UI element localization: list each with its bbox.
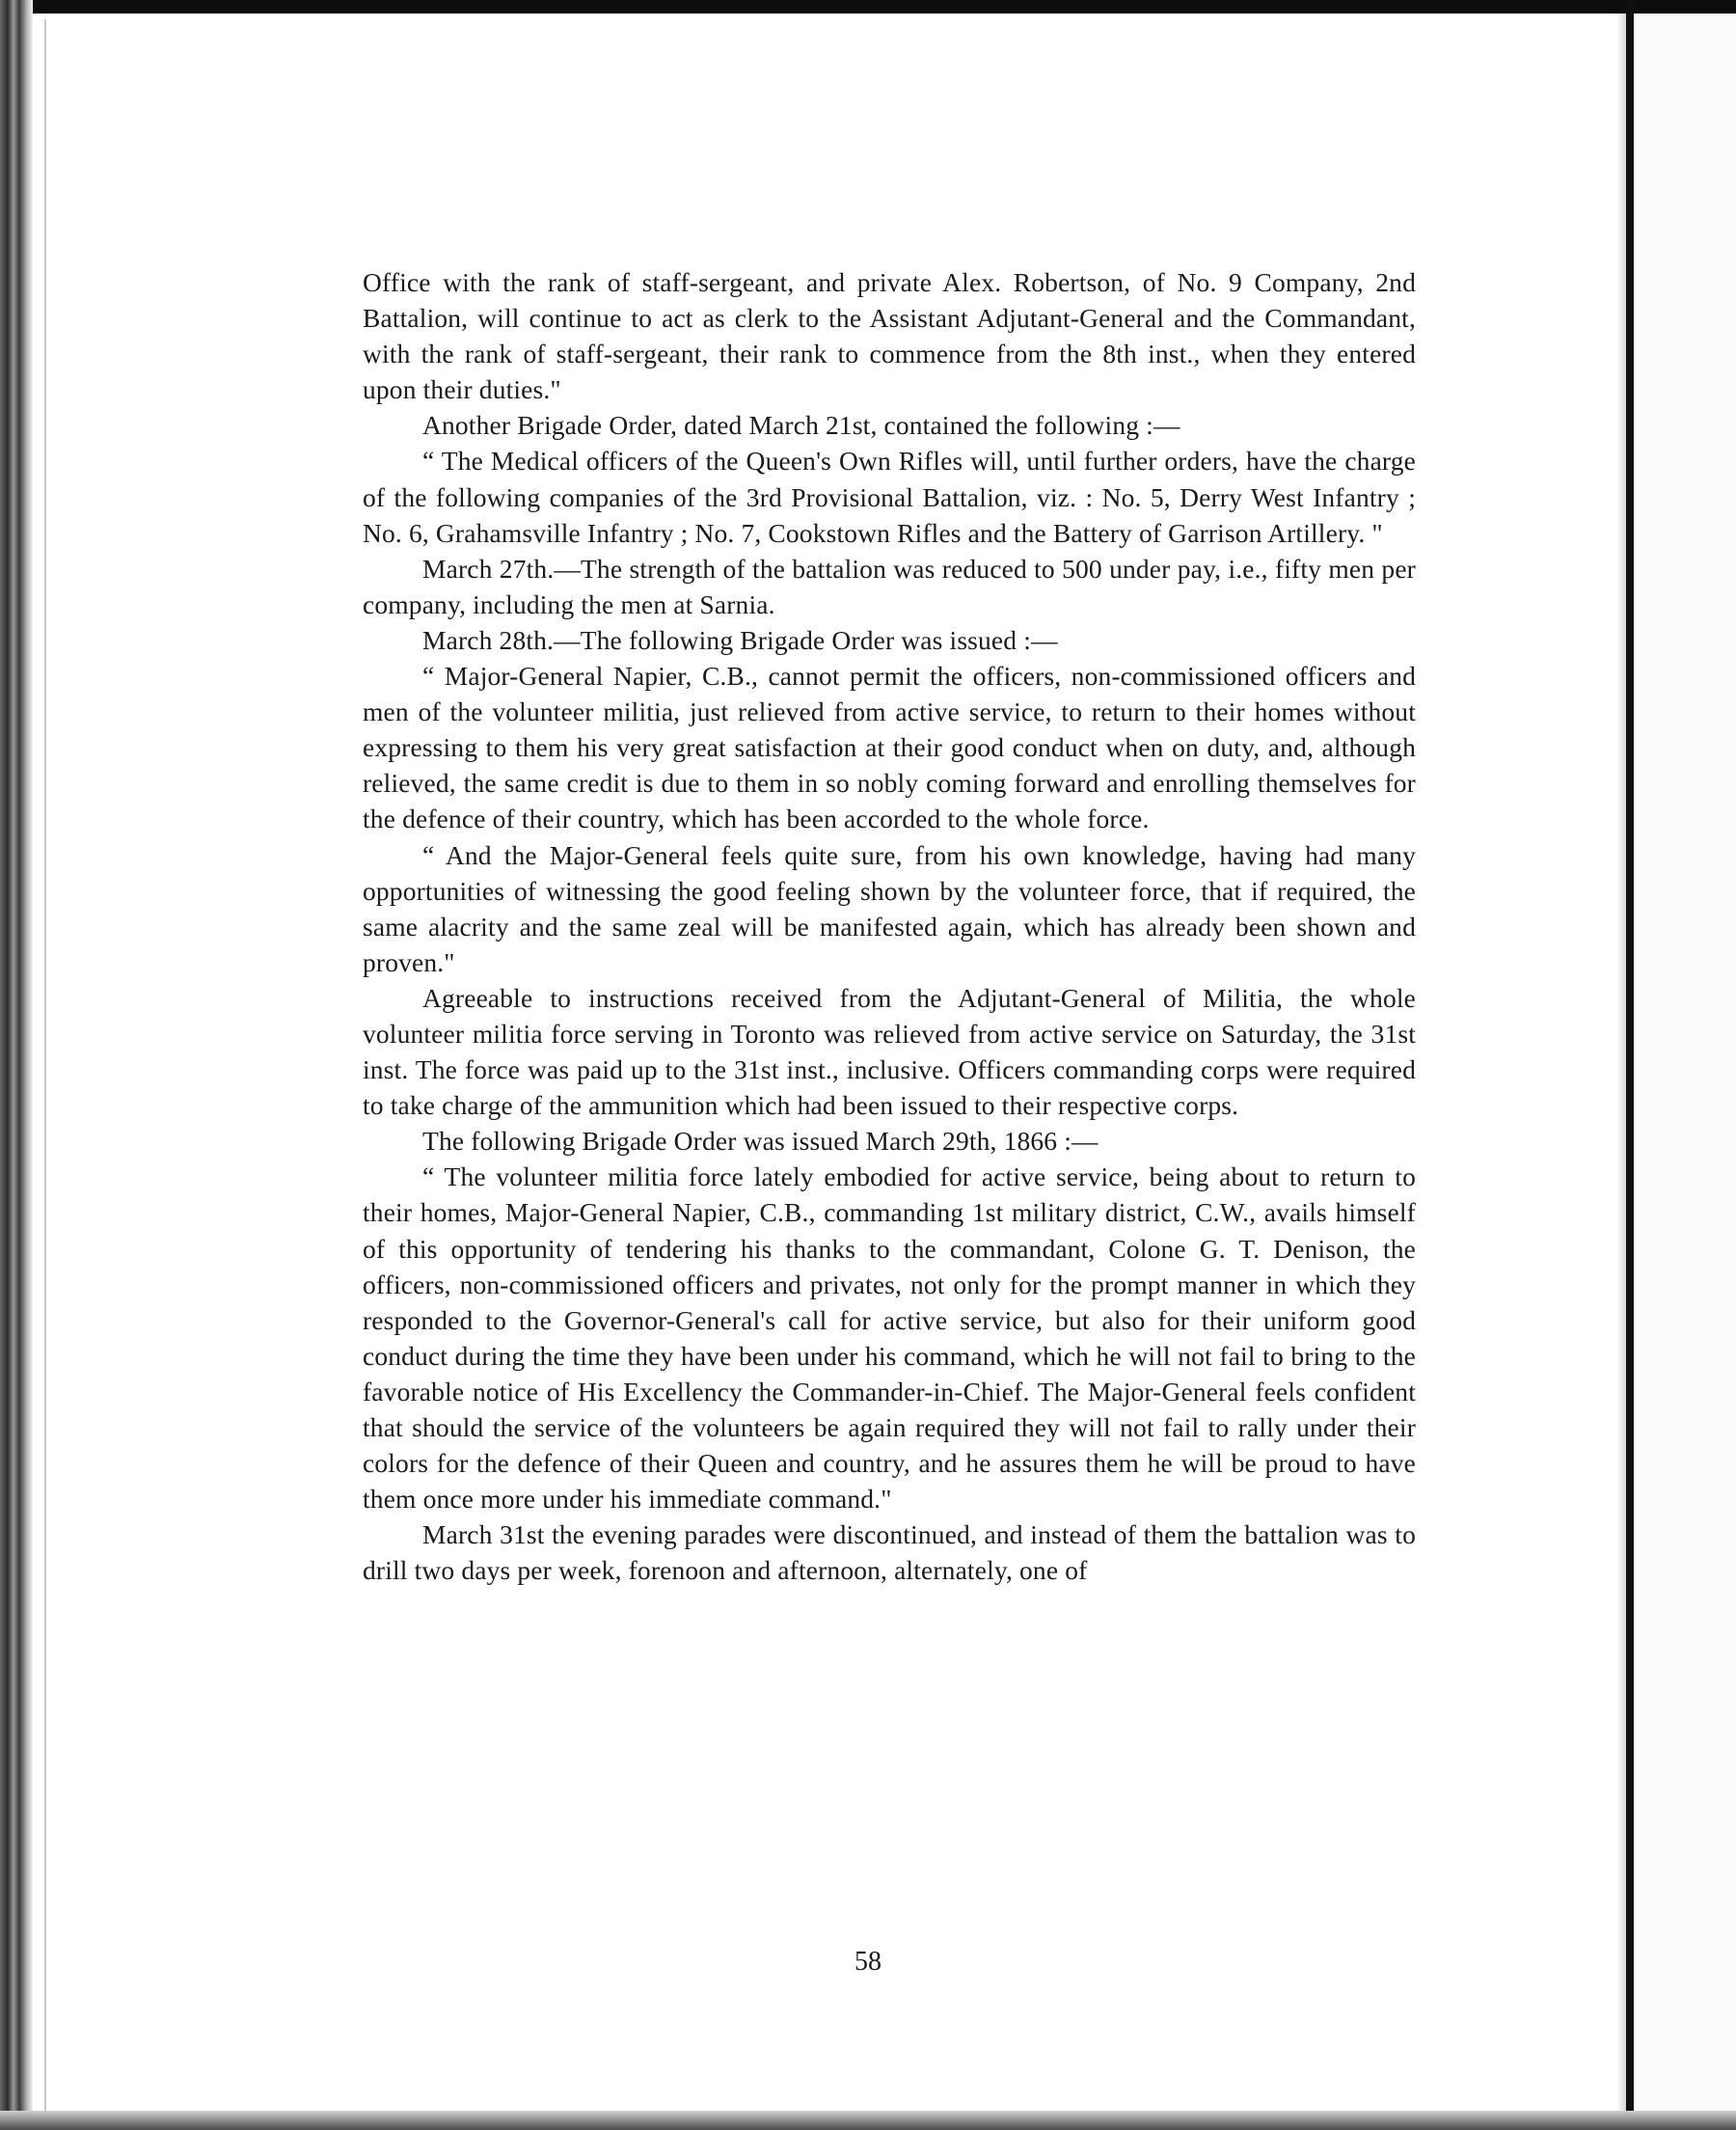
scan-border-top bbox=[0, 0, 1736, 14]
paragraph: The following Brigade Order was issued March 29th, 1866 :— bbox=[422, 1126, 1099, 1157]
paragraph: “ And the Major-General feels quite sure, from his own knowledge, having had many opportunities of witnessing the good feeling shown by the volunteer force, that if required, the same alacrity and the same zeal will be manifested again, which has already been shown and proven." bbox=[363, 839, 1416, 977]
paragraph: “ Major-General Napier, C.B., cannot permit the officers, non-commissioned officers and men of the volunteer militia, just relieved from active service, to return to their homes without expressing to them his very great satisfaction at their good conduct when on duty, and, although relieved, the same credit is due to them in so nobly coming forward and enrolling themselves for the defence of their country, which has been accorded to the whole force. bbox=[363, 661, 1416, 834]
paragraph: “ The volunteer militia force lately embodied for active service, being about to return to their homes, Major-General Napier, C.B., commanding 1st military district, C.W., avails himself of this opportunity of tendering his thanks to the commandant, Colone G. T. Denison, the officers, non-commissioned officers and privates, not only for the prompt manner in which they responded to the Governor-General's call for active service, but also for their uniform good conduct during the time they have been under his command, which he will not fail to bring to the favorable notice of His Excellency the Commander-in-Chief. The Major-General feels confident that should the service of the volunteers be again required they will not fail to rally under their colors for the defence of their Queen and country, and he assures them he will be proud to have them once more under his immediate command." bbox=[363, 1161, 1416, 1515]
page-number: 58 bbox=[854, 1947, 882, 1977]
scan-facing-page bbox=[1634, 14, 1736, 2111]
paragraph: March 31st the evening parades were discontinued, and instead of them the battalion was to drill two days per week, forenoon and afternoon, alternately, one of bbox=[363, 1519, 1416, 1586]
scan-gutter-shadow bbox=[1616, 14, 1626, 2111]
paragraph: Office with the rank of staff-sergeant, and private Alex. Robertson, of No. 9 Company, 2nd Battalion, will continue to act as clerk to the Assistant Adjutant-General and the Commandant, with the rank of staff-sergeant, their rank to commence from the 8th inst., when they entered upon their duties." bbox=[363, 267, 1416, 405]
scan-border-right bbox=[1626, 0, 1634, 2130]
scan-border-bottom bbox=[0, 2111, 1736, 2130]
body-text bbox=[363, 264, 1416, 1588]
paragraph: March 28th.—The following Brigade Order was issued :— bbox=[422, 624, 1058, 655]
paragraph: Another Brigade Order, dated March 21st, contained the following :— bbox=[422, 410, 1180, 441]
paragraph: Agreeable to instructions received from the Adjutant-General of Militia, the whole volunteer militia force serving in Toronto was relieved from active service on Saturday, the 31st inst. The force was paid up to the 31st inst., inclusive. Officers commanding corps were required to take charge of the ammunition which had been issued to their respective corps. bbox=[363, 982, 1416, 1121]
paragraph: March 27th.—The strength of the battalion was reduced to 500 under pay, i.e., fifty men per company, including the men at Sarnia. bbox=[363, 553, 1416, 619]
paragraph: “ The Medical officers of the Queen's Own Rifles will, until further orders, have the charge of the following companies of the 3rd Provisional Battalion, viz. : No. 5, Derry West Infantry ; No. 6, Grahamsville Infantry ; No. 7, Cookstown Rifles and the Battery of Garrison Artillery. " bbox=[363, 446, 1416, 548]
scan-page-edge-line bbox=[44, 19, 46, 2113]
scan-binding-left bbox=[0, 0, 33, 2130]
